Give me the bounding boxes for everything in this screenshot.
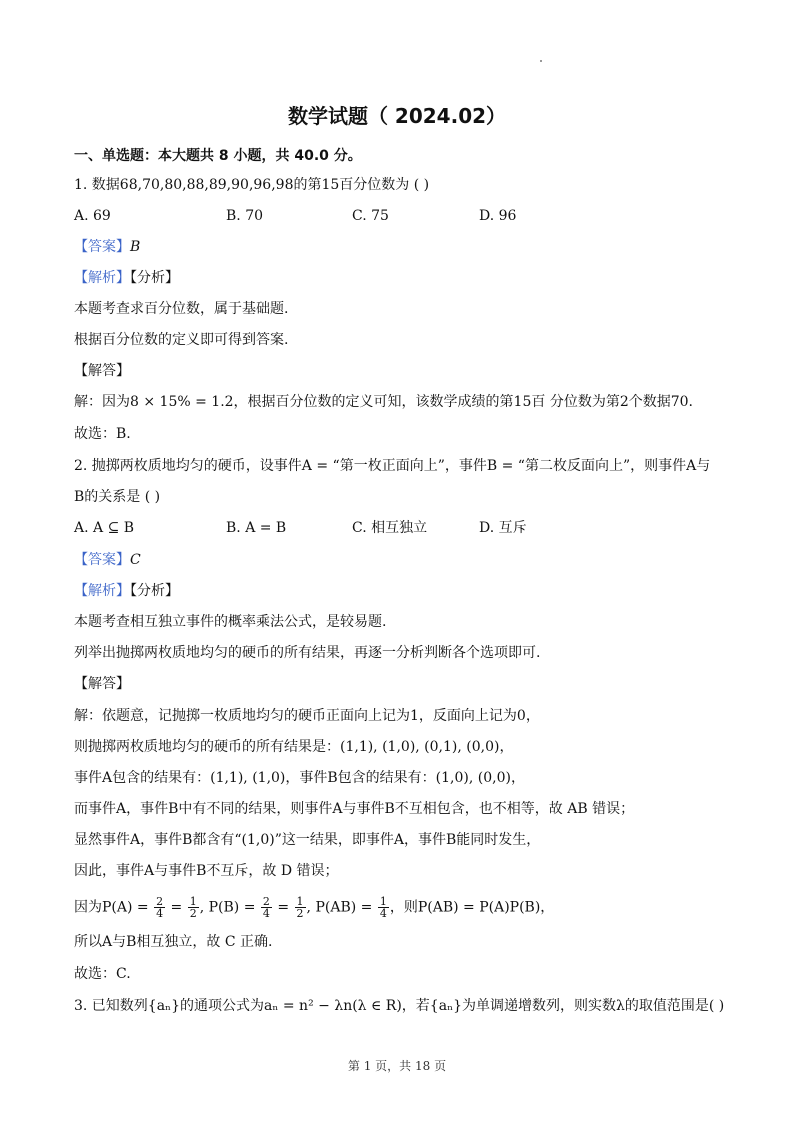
q3-stem: 3. 已知数列{aₙ}的通项公式为aₙ = n² − λn(λ ∈ R)，若{aₙ}为单调递增数列，则实数λ的取值范围是( ) <box>74 998 725 1014</box>
fraction-denominator: 2 <box>296 907 304 920</box>
prob-text: ，则P(AB) = P(A)P(B)， <box>389 899 555 916</box>
q2-conclusion: 故选：C. <box>74 966 131 982</box>
q2-stem-line-1: 2. 抛掷两枚质地均匀的硬币，设事件A = “第一枚正面向上”，事件B = “第二枚反面向上”，则事件A与 <box>74 458 711 474</box>
q1-option-c: C. 75 <box>352 208 389 224</box>
q1-answer <box>74 237 140 257</box>
q2-analysis-line: 本题考查相互独立事件的概率乘法公式，是较易题. <box>74 614 387 630</box>
fraction-denominator: 4 <box>262 907 270 920</box>
q1-option-b: B. 70 <box>226 208 264 224</box>
prob-text: , P(B) = <box>199 899 256 916</box>
q2-option-a: A. A ⊆ B <box>74 520 135 536</box>
scan-speck <box>540 60 542 62</box>
fraction-denominator: 4 <box>156 907 164 920</box>
fraction <box>295 896 306 919</box>
q1-conclusion: 故选：B. <box>74 426 131 442</box>
q2-solution-line: 而事件A，事件B中有不同的结果，则事件A与事件B不互相包含，也不相等，故 AB 错误； <box>74 801 635 817</box>
answer-value: C <box>130 552 141 568</box>
q1-solution-line: 解：因为8 × 15% = 1.2，根据百分位数的定义可知，该数学成绩的第15百 分位数为第2个数据70. <box>74 394 693 410</box>
q2-option-b: B. A = B <box>226 520 287 536</box>
analysis-tag: 【解析】 <box>74 583 130 599</box>
q1-option-a: A. 69 <box>74 208 111 224</box>
fraction-numerator: 2 <box>156 895 164 908</box>
q2-solution-line: 解：依题意，记抛掷一枚质地均匀的硬币正面向上记为1，反面向上记为0， <box>74 708 540 724</box>
fraction <box>188 896 199 919</box>
q2-solution-line: 所以A与B相互独立，故 C 正确. <box>74 934 273 950</box>
analysis-tag: 【解析】 <box>74 270 130 286</box>
analysis-sub-tag: 【分析】 <box>130 583 179 599</box>
fraction <box>261 896 272 919</box>
q2-option-d: D. 互斥 <box>479 520 527 536</box>
answer-tag: 【答案】 <box>74 239 130 255</box>
page-footer: 第 1 页，共 18 页 <box>347 1059 447 1073</box>
prob-text: 因为P(A) = <box>74 899 149 916</box>
answer-value: B <box>130 239 141 255</box>
prob-text: = <box>170 899 183 916</box>
section-heading: 一、单选题：本大题共 8 小题，共 40.0 分。 <box>74 148 362 164</box>
fraction-numerator: 1 <box>189 895 197 908</box>
fraction-numerator: 1 <box>296 895 304 908</box>
prob-text: = <box>277 899 290 916</box>
q1-stem: 1. 数据68,70,80,88,89,90,96,98的第15百分位数为 ( ) <box>74 177 430 193</box>
fraction <box>154 896 165 919</box>
q2-probability-line <box>74 896 554 919</box>
q1-analysis-line: 根据百分位数的定义即可得到答案. <box>74 332 289 348</box>
fraction-numerator: 2 <box>262 895 270 908</box>
fraction-denominator: 2 <box>189 907 197 920</box>
q2-analysis-line: 列举出抛掷两枚质地均匀的硬币的所有结果，再逐一分析判断各个选项即可. <box>74 645 541 661</box>
q2-analysis-heading <box>74 581 179 601</box>
fraction-denominator: 4 <box>379 907 387 920</box>
q2-option-c: C. 相互独立 <box>352 520 428 536</box>
q2-solution-line: 则抛掷两枚质地均匀的硬币的所有结果是：(1,1), (1,0), (0,1), (0,0)， <box>74 739 514 755</box>
q2-solution-line: 事件A包含的结果有：(1,1), (1,0)，事件B包含的结果有：(1,0), (0,0)， <box>74 770 525 786</box>
q2-solve-tag: 【解答】 <box>74 676 130 692</box>
q2-solution-line: 因此，事件A与事件B不互斥，故 D 错误； <box>74 863 339 879</box>
q1-analysis-heading <box>74 268 179 288</box>
q2-answer <box>74 550 141 570</box>
q1-solve-tag: 【解答】 <box>74 363 130 379</box>
analysis-sub-tag: 【分析】 <box>130 270 179 286</box>
fraction <box>378 896 389 919</box>
fraction-numerator: 1 <box>379 895 387 908</box>
answer-tag: 【答案】 <box>74 552 130 568</box>
q1-analysis-line: 本题考查求百分位数，属于基础题. <box>74 301 289 317</box>
page-title: 数学试题（ 2024.02） <box>287 104 507 128</box>
q2-stem-line-2: B的关系是 ( ) <box>74 489 161 505</box>
q1-option-d: D. 96 <box>479 208 517 224</box>
prob-text: , P(AB) = <box>306 899 373 916</box>
q2-solution-line: 显然事件A，事件B都含有“(1,0)”这一结果，即事件A，事件B能同时发生， <box>74 832 541 848</box>
